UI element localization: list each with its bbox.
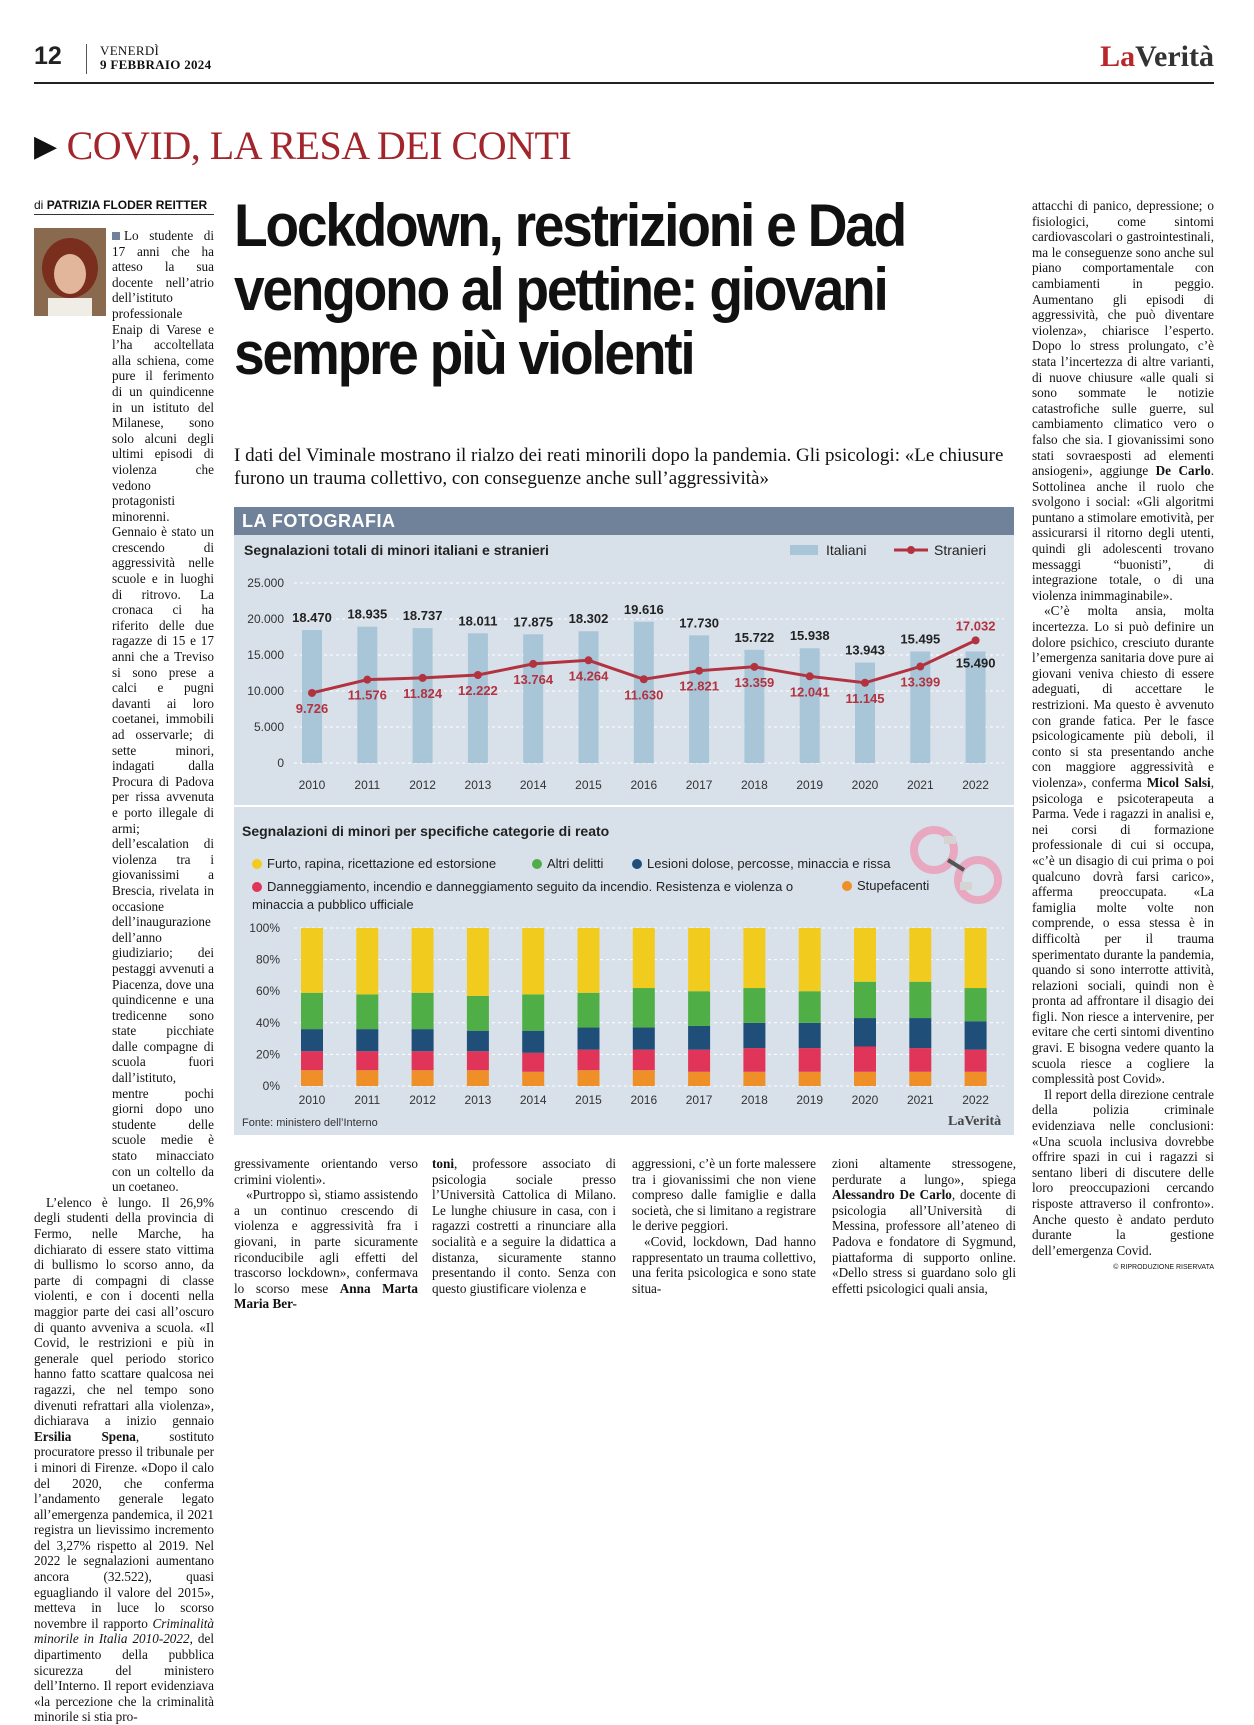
- chart1-xtick: 2018: [741, 778, 768, 792]
- subheadline: I dati del Viminale mostrano il rialzo dei reati minorili dopo la pandemia. Gli psicologi: «Le chiusure furono un trauma collettivo, con conseguenze anche sull’aggressività»: [234, 445, 1004, 489]
- chart1-bar-italiani: [523, 634, 543, 763]
- chart1-label-italiani: 18.935: [347, 606, 388, 622]
- legend-stranieri-label: Stranieri: [934, 542, 987, 558]
- legend-italiani-swatch: [790, 545, 818, 555]
- legend-swatch-red: [252, 882, 262, 892]
- col4-paragraph-2: «Covid, lockdown, Dad hanno rappresentato un trauma collettivo, una ferita psicologica e sono state situa-: [632, 1233, 816, 1296]
- chart2-segment: [633, 1070, 655, 1086]
- infographic-source: Fonte: ministero dell’Interno: [242, 1117, 378, 1129]
- chart2-segment: [578, 1028, 600, 1050]
- chart2-segment: [965, 1072, 987, 1086]
- chart1-point-stranieri: [695, 667, 703, 675]
- col3-name-bertoni: toni: [432, 1156, 454, 1171]
- col6-paragraph-2: «C’è molta ansia, molta incertezza. Lo si può definire un dolore psichico, cresciuto durante l’emergenza sanitaria dove pure ai giovani veniva chiesto di essere adeguati, di accettare le restrizioni. Ma questo è avvenuto con grande fatica. Per le fasce psicologicamente più deboli, il conto si sta presentando anche con maggiore aggressività e violenza», conferma: [1032, 603, 1214, 790]
- legend-stranieri-dot: [907, 546, 915, 554]
- chart2-xtick: 2022: [962, 1093, 989, 1107]
- legend-swatch-orange: [842, 881, 852, 891]
- chart1-label-italiani: 15.495: [900, 631, 941, 647]
- chart2-segment: [965, 1050, 987, 1072]
- chart2-segment: [467, 928, 489, 996]
- col5-tail: , docente di psicologia all’Università di Messina, professore all’ateneo di Padova e fondatore di Sygmund, piattaforma di supporto online. «Dello stress si guardano solo gli effetti psicologici quali ansia,: [832, 1187, 1016, 1296]
- chart2-segment: [854, 1047, 876, 1072]
- chart2-xtick: 2019: [796, 1093, 824, 1107]
- chart1-label-stranieri: 12.222: [458, 683, 498, 699]
- legend-lesioni-label: Lesioni dolose, percosse, minaccia e rissa: [647, 856, 891, 871]
- chart2-segment: [467, 1051, 489, 1070]
- chart2-segment: [688, 1072, 710, 1086]
- section-kicker-text: COVID, LA RESA DEI CONTI: [66, 123, 572, 168]
- col1-paragraph-2-end: , del dipartimento della pubblica sicurezza del ministero dell’Interno. Il report evidenziava «la percezione che la criminalità minorile si stia pro-: [34, 1631, 214, 1725]
- chart2-segment: [578, 1050, 600, 1071]
- chart2-segment: [356, 994, 378, 1029]
- chart1-ytick: 20.000: [247, 612, 284, 626]
- chart2-segment: [965, 988, 987, 1021]
- chart1-point-stranieri: [308, 689, 316, 697]
- chart1-bar-italiani: [468, 633, 488, 763]
- chart2-xtick: 2017: [685, 1093, 713, 1107]
- chart1-xtick: 2022: [962, 778, 989, 792]
- chart1-point-stranieri: [916, 663, 924, 671]
- chart2-segment: [688, 991, 710, 1026]
- chart2-segment: [909, 1018, 931, 1048]
- chart2-segment: [412, 1070, 434, 1086]
- chart2-segment: [854, 928, 876, 982]
- chart2-ytick: 40%: [255, 1015, 280, 1030]
- chart2-segment: [799, 1072, 821, 1086]
- masthead-divider: [86, 44, 87, 74]
- chart2-segment: [412, 993, 434, 1029]
- chart2-xtick: 2010: [298, 1093, 326, 1107]
- legend-danneggiamento-label: Danneggiamento, incendio e danneggiamento seguito da incendio. Resistenza e violenza o minaccia a pubblico ufficiale: [252, 879, 794, 912]
- legend-stupefacenti-label: Stupefacenti: [857, 878, 930, 893]
- chart1-xtick: 2013: [464, 778, 492, 792]
- legend-swatch-yellow: [252, 859, 262, 869]
- chart1-label-stranieri: 11.576: [347, 687, 387, 703]
- chart1-xtick: 2015: [575, 778, 602, 792]
- chart2-segment: [578, 993, 600, 1028]
- logo-verita: Verità: [1135, 40, 1214, 73]
- chart1-ytick: 15.000: [247, 648, 284, 662]
- chart1-label-stranieri: 13.764: [513, 671, 554, 687]
- chart2-segment: [301, 993, 323, 1029]
- col1-paragraph-2: L’elenco è lungo. Il 26,9% degli studenti della provincia di Fermo, nelle Marche, ha dichiarato di essere stato vittima di bullismo lo scorso anno, da parte di compagni di classe violenti, e con i docenti nella maggior parte dei casi all’oscuro di quanto avveniva a scuola. «Il Covid, le restrizioni e più in generale quel periodo storico hanno fatto scattare qualcosa nei ragazzi, che nel tempo sono divenuti refrattari alla violenza», dichiarava a inizio gennaio: [34, 1194, 214, 1429]
- issue-date: [100, 44, 211, 72]
- chart1-xtick: 2010: [298, 778, 326, 792]
- handcuffs-icon: [904, 818, 1008, 908]
- chart2-segment: [301, 928, 323, 993]
- chart2-segment: [743, 1072, 765, 1086]
- page-number: 12: [34, 42, 62, 70]
- chart1-label-italiani: 19.616: [623, 601, 664, 617]
- col6-name-salsi: Micol Salsi: [1146, 774, 1211, 790]
- chart2-ytick: 100%: [249, 921, 280, 935]
- article-column-4: [632, 1156, 816, 1296]
- chart2-segment: [412, 928, 434, 993]
- byline-prefix: di: [34, 198, 44, 212]
- chart2-xtick: 2012: [409, 1093, 436, 1107]
- col6-paragraph-3: Il report della direzione centrale della polizia criminale evidenziava nelle conclusioni: «Una scuola inclusiva dovrebbe offrire spazi in cui i ragazzi si sentano liberi di discutere delle loro preoccupazioni cercando risposte attraverso il confronto». Anche questo è andato perduto durante la gestione dell’emergenza Covid.: [1032, 1086, 1214, 1258]
- chart1-label-stranieri: 13.359: [734, 674, 775, 690]
- legend-furto: [252, 856, 496, 871]
- chart1-label-stranieri: 14.264: [568, 668, 609, 684]
- chart2-segment: [688, 928, 710, 991]
- chart2-xtick: 2016: [630, 1093, 658, 1107]
- chart2-segment: [578, 928, 600, 993]
- col1-paragraph-1: Lo studente di 17 anni che ha atteso la sua docente nell’atrio dell’istituto professionale Enaip di Varese e l’ha accoltellata alla schiena, come pure il ferimento di un quindicenne in un istituto del Milanese, sono solo alcuni degli ultimi episodi di violenza che vedono protagonisti minorenni. Gennaio è stato un crescendo di aggressività nelle scuole e in luoghi di ritrovo. La cronaca ci ha riferito delle due ragazze di 15 e 17 anni che a Treviso si sono prese a calci e pugni davanti ai loro coetanei, immobili ad osservarle; di sette minori, indagati dalla Procura di Padova per rissa avvenuta e porto illegale di armi; dell’escalation di violenza tra i giovanissimi a Brescia, rivelata in occasione dell’inaugurazione dell’anno giudiziario; dei pestaggi avvenuti a Piacenza, dove una quindicenne e una tredicenne sono state picchiate dalle compagne di scuola fuori dall’istituto, mentre pochi giorni dopo uno studente delle scuole medie è stato minacciato con un coltello da un coetaneo.: [112, 228, 214, 1195]
- chart2-segment: [743, 1023, 765, 1048]
- chart2-segment: [356, 1051, 378, 1070]
- chart1-title: Segnalazioni totali di minori italiani e stranieri: [244, 542, 549, 558]
- chart1-label-italiani: 18.011: [458, 613, 498, 629]
- col6-paragraph-1: attacchi di panico, depressione; o fisiologici, come sintomi cardiovascolari o gastrointestinali, ma le conseguenze sono anche sul piano comportamentale con cambiamenti in peggio. Aumentano gli episodi di aggressività, che può diventare violenza», chiarisce l’esperto. Dopo lo stress prolungato, c’è stata l’incertezza di altre varianti, di nuove chiusure «alle quali si sono sommate le notizie catastrofiche sulle guerre, sul cambiamento climatico vero o falso che sia. I giovanissimi sono stati sovraesposti ad elementi ansiogeni», aggiunge: [1032, 198, 1214, 479]
- chart1-bar-italiani: [689, 635, 709, 763]
- chart2-segment: [301, 1051, 323, 1070]
- chart2-segment: [578, 1070, 600, 1086]
- chart1-label-italiani: 18.302: [568, 611, 609, 627]
- issue-full-date: 9 FEBBRAIO 2024: [100, 57, 212, 72]
- chart1-label-stranieri: 11.145: [845, 690, 885, 706]
- article-column-2: [234, 1156, 418, 1312]
- infographic-logo: LaVerità: [948, 1114, 1002, 1129]
- chart2-segment: [633, 928, 655, 988]
- chart1-xtick: 2019: [796, 778, 824, 792]
- chart1-label-stranieri: 9.726: [295, 700, 329, 716]
- logo-la: La: [1100, 40, 1136, 73]
- chart1-xtick: 2016: [630, 778, 658, 792]
- chart1-point-stranieri: [529, 660, 537, 668]
- chart2-segment: [522, 994, 544, 1030]
- chart1-point-stranieri: [474, 671, 482, 679]
- chart1-xtick: 2020: [851, 778, 879, 792]
- article-column-3: [432, 1156, 616, 1296]
- masthead-rule: [34, 82, 1214, 84]
- chart2-xtick: 2020: [851, 1093, 879, 1107]
- copyright-note: © RIPRODUZIONE RISERVATA: [1113, 1264, 1214, 1272]
- chart2-segment: [522, 1031, 544, 1053]
- chart1-label-italiani: 18.737: [402, 608, 443, 624]
- chart2-segment: [743, 928, 765, 988]
- issue-day: VENERDÌ: [100, 43, 160, 58]
- chart2-segment: [965, 928, 987, 988]
- col5-name-decarlo: Alessandro De Carlo: [832, 1187, 952, 1203]
- chart2-segment: [467, 996, 489, 1031]
- chart2-xtick: 2013: [464, 1093, 492, 1107]
- chart2-segment: [412, 1029, 434, 1051]
- chart1-label-italiani: 15.938: [789, 628, 830, 644]
- chart2-segment: [688, 1026, 710, 1050]
- col5-text: zioni altamente stressogene, perdurate a lungo», spiega: [832, 1156, 1016, 1187]
- chart2-segment: [799, 928, 821, 991]
- article-column-5: [832, 1156, 1016, 1296]
- chart2-segment: [356, 1070, 378, 1086]
- chart1-label-italiani: 17.730: [679, 615, 719, 631]
- chart2-segment: [799, 991, 821, 1023]
- chart2-segment: [854, 1018, 876, 1046]
- chart1-point-stranieri: [419, 674, 427, 682]
- legend-danneggiamento: [252, 878, 842, 914]
- chart2-segment: [909, 1048, 931, 1072]
- headline: Lockdown, restrizioni e Dad vengono al pettine: giovani sempre più violenti: [234, 192, 905, 387]
- chart2-xtick: 2015: [575, 1093, 602, 1107]
- article-column-6: [1032, 198, 1214, 1276]
- infographic-band-title: LA FOTOGRAFIA: [234, 507, 1014, 535]
- chart1-xtick: 2014: [519, 778, 547, 792]
- chart2-xtick: 2011: [354, 1093, 381, 1107]
- chart2-segment: [799, 1023, 821, 1048]
- chart2-xtick: 2018: [741, 1093, 768, 1107]
- chart2-xtick: 2014: [519, 1093, 547, 1107]
- chart2-segment: [522, 1072, 544, 1086]
- col6-name-decarlo: De Carlo: [1155, 463, 1211, 479]
- paragraph-marker-icon: [112, 232, 120, 240]
- chart1-point-stranieri: [750, 663, 758, 671]
- chart1-label-italiani: 18.470: [292, 610, 332, 626]
- col6-paragraph-1-tail: . Sottolinea anche il ruolo che svolgono i social: «Gli algoritmi puntano a stimolare emotività, per assicurarsi il ritorno degli utenti, quindi gli adolescenti trovano messaggi “buonisti”, di integrazione totale, o di una violenza inimmaginabile».: [1032, 463, 1214, 603]
- chart2-segment: [633, 988, 655, 1028]
- chart2-segment: [909, 1072, 931, 1086]
- chart1-ytick: 5.000: [253, 720, 284, 734]
- col6-paragraph-2-tail: , psicologa e psicoterapeuta a Parma. Vede i ragazzi in analisi e, nei corsi di formazione professionale di cui si occupa, «c’è un disagio di cui prima o poi qualcuno dovrà farsi carico», afferma preoccupata. «La famiglia molte volte non comprende, o essa stessa è in difficoltà per il trauma sperimentato durante la pandemia, quando si sono interrotte attività, relazioni sociali, quindi non è pronta ad affrontare il disagio dei figli. Non riesce a intervenire, per evitare che certi sintomi diventino gravi. E bisogna vedere quanto la scuola riesce a cogliere la complessità post Covid».: [1032, 774, 1214, 1087]
- chart1-label-stranieri: 12.821: [679, 678, 719, 694]
- chart1-label-italiani: 13.943: [845, 642, 885, 658]
- chart2-segment: [301, 1029, 323, 1051]
- chart2-title: Segnalazioni di minori per specifiche categorie di reato: [242, 823, 610, 839]
- legend-italiani-label: Italiani: [826, 542, 867, 558]
- chart2-segment: [467, 1031, 489, 1052]
- col3-text: , professore associato di psicologia sociale presso l’Università Cattolica di Milano. Le lunghe chiusure in casa, con i ragazzi costretti a rinunciare alla socialità e a seguire la didattica a distanza, sicuramente stanno presentando il conto. Senza con questo giustificare violenza e: [432, 1156, 616, 1296]
- chart-separator: [234, 805, 1014, 807]
- chart2-segment: [412, 1051, 434, 1070]
- chart2-segment: [799, 1048, 821, 1072]
- chart1-label-italiani: 17.875: [513, 614, 554, 630]
- chart1-label-stranieri: 11.630: [624, 687, 664, 703]
- legend-altri: [532, 856, 603, 871]
- chart1-bar-italiani: [855, 663, 875, 763]
- col2-paragraph-2: «Purtroppo sì, stiamo assistendo a un continuo crescendo di violenza e aggressività fra i giovani, in parte sicuramente riconducibile agli effetti del trascorso lockdown», confermava lo scorso mese: [234, 1187, 418, 1296]
- chart2-segment: [743, 1048, 765, 1072]
- chart2-segment: [854, 1072, 876, 1086]
- chart2-segment: [356, 928, 378, 994]
- chart1-label-italiani: 15.490: [955, 655, 996, 671]
- chart1-point-stranieri: [585, 656, 593, 664]
- chart1-ytick: 10.000: [247, 684, 284, 698]
- chart1-bar-italiani: [579, 631, 599, 763]
- col4-text: aggressioni, c’è un forte malessere tra i giovanissimi che non viene compreso dalle famiglie e dalla società, che si limitano a registrare le derive peggiori.: [632, 1156, 816, 1234]
- chart2-segment: [633, 1050, 655, 1071]
- chart2-ytick: 60%: [255, 984, 280, 999]
- chart2-segment: [633, 1028, 655, 1050]
- col1-paragraph-2-tail: , sostituto procuratore presso il tribunale per i minori di Firenze. «Dopo il calo del 2020, che conferma l’andamento generale legato all’emergenza pandemica, il 2021 registra un lievissimo incremento del 3,27% rispetto al 2019. Nel 2022 le segnalazioni aumentano ancora (32.522), quasi eguagliando il valore del 2015», metteva in luce lo scorso novembre il rapporto: [34, 1428, 214, 1631]
- chart2-segment: [965, 1021, 987, 1049]
- chart1-ytick: 0: [277, 756, 284, 770]
- chart2-ytick: 0%: [262, 1079, 280, 1093]
- chart1-xtick: 2017: [685, 778, 713, 792]
- chart2-segment: [467, 1070, 489, 1086]
- chart1-label-stranieri: 17.032: [955, 618, 996, 634]
- chart1-label-stranieri: 13.399: [900, 674, 941, 690]
- legend-swatch-blue: [632, 859, 642, 869]
- col2-text: gressivamente orientando verso crimini violenti».: [234, 1156, 418, 1187]
- chart1-point-stranieri: [363, 676, 371, 684]
- newspaper-logo: [1100, 40, 1214, 74]
- chart2-ytick: 20%: [255, 1047, 280, 1062]
- legend-altri-label: Altri delitti: [547, 856, 604, 871]
- chart1-point-stranieri: [640, 675, 648, 683]
- chart1-label-italiani: 15.722: [734, 629, 775, 645]
- chart2-segment: [854, 982, 876, 1018]
- chart2-segment: [356, 1029, 378, 1051]
- chart-categories: [234, 910, 1014, 1115]
- chart2-segment: [522, 928, 544, 994]
- chart2-segment: [909, 982, 931, 1018]
- chart2-ytick: 80%: [255, 952, 280, 967]
- legend-furto-label: Furto, rapina, ricettazione ed estorsione: [267, 856, 497, 871]
- col2-name-bertoni: Anna Marta Maria Ber-: [234, 1280, 418, 1312]
- legend-lesioni: [632, 856, 891, 871]
- chart2-segment: [688, 1050, 710, 1072]
- article-column-1: [34, 228, 214, 1725]
- chart1-ytick: 25.000: [247, 576, 284, 590]
- chart1-point-stranieri: [861, 679, 869, 687]
- chart1-xtick: 2011: [354, 778, 381, 792]
- byline-author: PATRIZIA FLODER REITTER: [46, 198, 208, 212]
- chart1-xtick: 2012: [409, 778, 436, 792]
- col1-report-title: Criminalità minorile in Italia 2010-2022: [34, 1615, 215, 1647]
- chart2-segment: [743, 988, 765, 1023]
- col1-name-spena: Ersilia Spena: [34, 1428, 136, 1444]
- chart2-xtick: 2021: [906, 1093, 934, 1107]
- triangle-icon: ▶: [34, 130, 57, 163]
- chart2-segment: [301, 1070, 323, 1086]
- section-kicker: [34, 122, 571, 169]
- chart2-segment: [909, 928, 931, 982]
- chart1-point-stranieri: [972, 636, 980, 644]
- byline: [34, 198, 214, 215]
- chart1-point-stranieri: [806, 672, 814, 680]
- chart1-label-stranieri: 12.041: [789, 684, 830, 700]
- chart-totals: [234, 535, 1014, 805]
- legend-swatch-green: [532, 859, 542, 869]
- chart1-xtick: 2021: [906, 778, 934, 792]
- chart1-label-stranieri: 11.824: [403, 685, 443, 701]
- chart1-bar-italiani: [800, 648, 820, 763]
- chart2-segment: [522, 1053, 544, 1072]
